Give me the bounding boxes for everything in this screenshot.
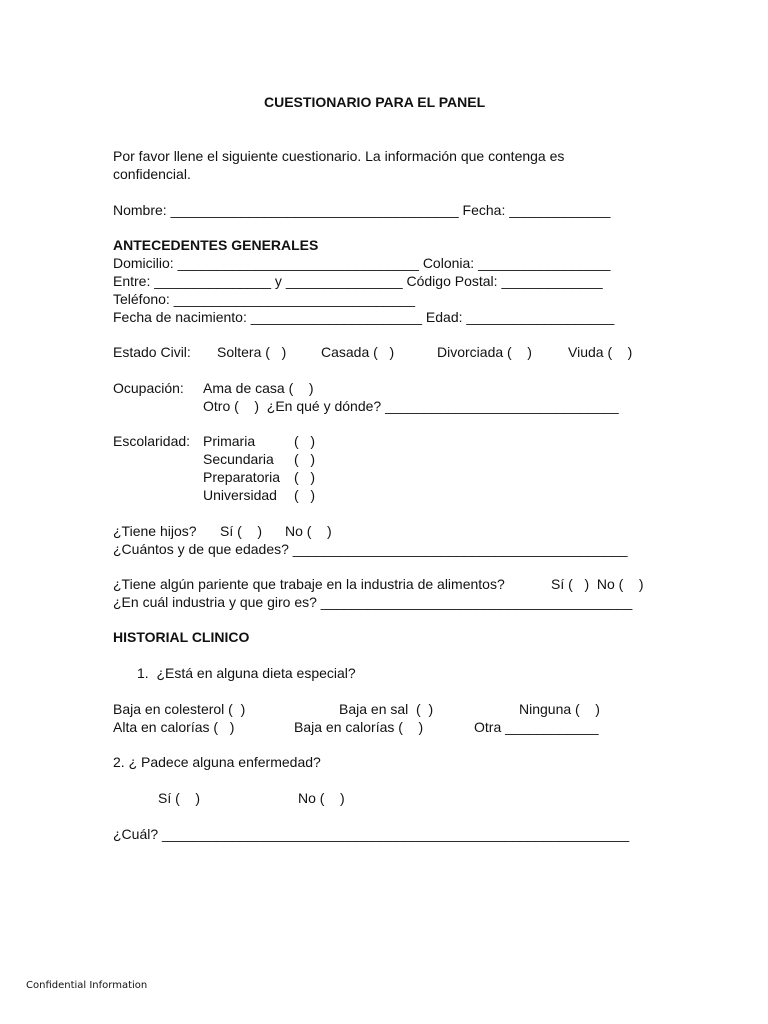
historial-heading: HISTORIAL CLINICO bbox=[113, 629, 250, 645]
dieta-alta-calorias: Alta en calorías ( ) bbox=[113, 719, 235, 735]
enfermedad-si: Sí ( ) bbox=[158, 790, 200, 806]
estado-civil-casada: Casada ( ) bbox=[321, 344, 395, 360]
page-title: CUESTIONARIO PARA EL PANEL bbox=[264, 94, 486, 110]
hijos-question: ¿Tiene hijos? bbox=[113, 523, 197, 539]
question-1: 1. ¿Está en alguna dieta especial? bbox=[137, 665, 356, 681]
dieta-baja-sal: Baja en sal ( ) bbox=[339, 701, 434, 717]
pariente-industria-field: ¿En cuál industria y que giro es? ________________________________________ bbox=[113, 594, 633, 610]
dieta-baja-colesterol: Baja en colesterol ( ) bbox=[113, 701, 246, 717]
entre-field: Entre: _______________ y _______________ Código Postal: _____________ bbox=[113, 273, 603, 289]
ocupacion-ama-de-casa: Ama de casa ( ) bbox=[203, 380, 314, 396]
pariente-question: ¿Tiene algún pariente que trabaje en la industria de alimentos? bbox=[113, 576, 505, 592]
dieta-baja-calorias: Baja en calorías ( ) bbox=[294, 719, 424, 735]
escolaridad-universidad: Universidad bbox=[203, 487, 277, 503]
dieta-otra: Otra ____________ bbox=[474, 719, 599, 735]
estado-civil-divorciada: Divorciada ( ) bbox=[437, 344, 532, 360]
footer-confidential: Confidential Information bbox=[26, 980, 148, 991]
domicilio-field: Domicilio: _______________________________ Colonia: _________________ bbox=[113, 255, 611, 271]
dieta-ninguna: Ninguna ( ) bbox=[519, 701, 600, 717]
ocupacion-otro: Otro ( ) ¿En qué y dónde? ______________________________ bbox=[203, 398, 619, 414]
escolaridad-preparatoria: Preparatoria bbox=[203, 469, 281, 485]
antecedentes-heading: ANTECEDENTES GENERALES bbox=[113, 237, 319, 253]
estado-civil-label: Estado Civil: bbox=[113, 344, 191, 360]
nacimiento-field: Fecha de nacimiento: ______________________ Edad: ___________________ bbox=[113, 309, 615, 325]
pariente-si-no: Sí ( ) No ( ) bbox=[551, 576, 644, 592]
hijos-si: Sí ( ) bbox=[220, 523, 262, 539]
estado-civil-soltera: Soltera ( ) bbox=[217, 344, 287, 360]
escolaridad-universidad-box: ( ) bbox=[294, 487, 315, 503]
question-2: 2. ¿ Padece alguna enfermedad? bbox=[113, 754, 321, 770]
escolaridad-secundaria-box: ( ) bbox=[294, 451, 315, 467]
telefono-field: Teléfono: _______________________________ bbox=[113, 291, 416, 307]
intro-text-cont: confidencial. bbox=[113, 166, 191, 182]
escolaridad-primaria: Primaria bbox=[203, 433, 256, 449]
intro-text: Por favor llene el siguiente cuestionario. La información que contenga es bbox=[113, 148, 565, 164]
hijos-edades-field: ¿Cuántos y de que edades? ___________________________________________ bbox=[113, 541, 628, 557]
nombre-fecha-field: Nombre: _____________________________________ Fecha: _____________ bbox=[113, 202, 611, 218]
escolaridad-preparatoria-box: ( ) bbox=[294, 469, 315, 485]
hijos-no: No ( ) bbox=[285, 523, 332, 539]
escolaridad-label: Escolaridad: bbox=[113, 433, 191, 449]
escolaridad-primaria-box: ( ) bbox=[294, 433, 315, 449]
ocupacion-label: Ocupación: bbox=[113, 380, 184, 396]
enfermedad-no: No ( ) bbox=[298, 790, 345, 806]
cual-field: ¿Cuál? ____________________________________________________________ bbox=[113, 826, 630, 842]
estado-civil-viuda: Viuda ( ) bbox=[568, 344, 633, 360]
escolaridad-secundaria: Secundaria bbox=[203, 451, 274, 467]
